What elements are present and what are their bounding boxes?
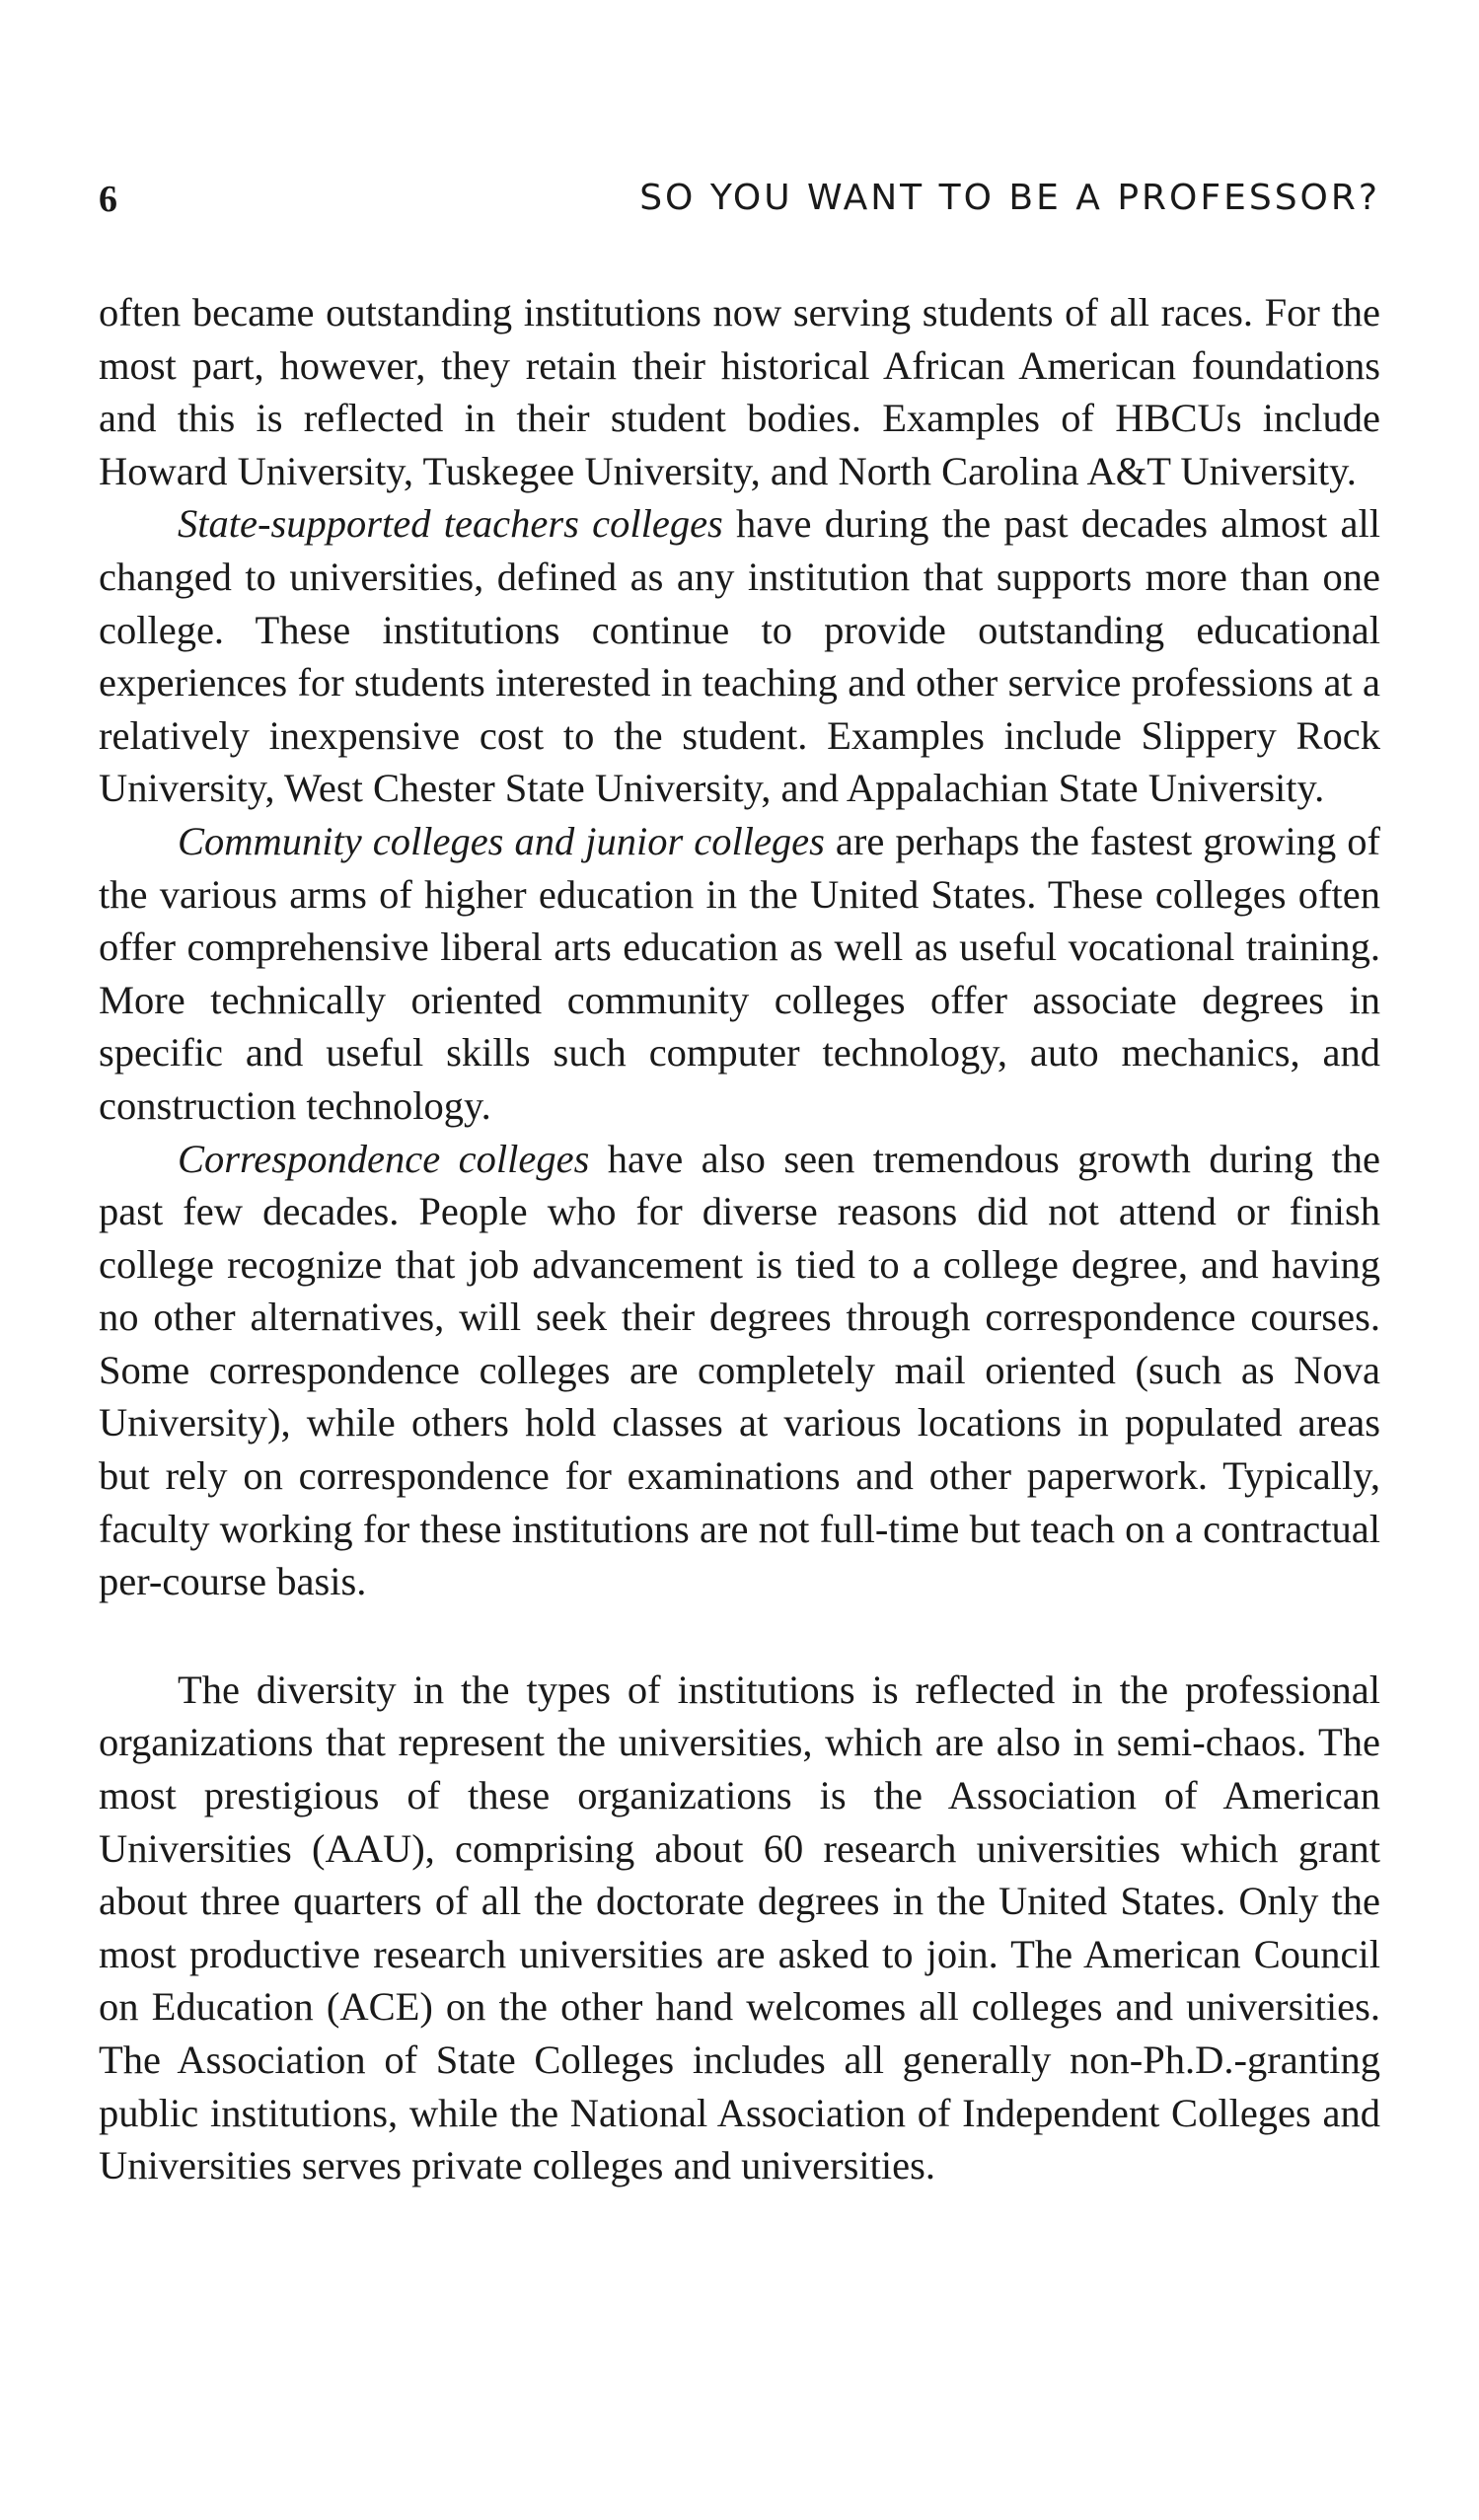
book-page xyxy=(99,178,1380,2192)
running-title: SO YOU WANT TO BE A PROFESSOR? xyxy=(639,178,1380,218)
running-head xyxy=(99,178,1380,237)
paragraph-teachers-colleges xyxy=(99,497,1380,815)
paragraph-text: have also seen tremendous growth during the past few decades. People who for diverse reasons did not attend or finish college recognize that job advancement is tied to a college degree, and having no other alternatives, will seek their degrees through correspondence courses. Some correspondence colleges are completely mail oriented (such as Nova University), while others hold classes at various locations in populated areas but rely on correspondence for examinations and other paperwork. Typically, faculty working for these institutions are not full-time but teach on a contractual per-course basis. xyxy=(99,1136,1381,1604)
body-text xyxy=(99,286,1380,2192)
page-number: 6 xyxy=(99,179,117,220)
term-correspondence-colleges: Correspondence colleges xyxy=(178,1136,590,1181)
paragraph-text: are perhaps the fastest growing of the various arms of higher education in the United States. These colleges often offer comprehensive liberal arts education as well as useful vocational training. More technically oriented community colleges offer associate degrees in specific and useful skills such computer technology, auto mechanics, and construction technology. xyxy=(99,818,1381,1128)
term-community-colleges: Community colleges and junior colleges xyxy=(178,818,825,863)
paragraph-community-colleges xyxy=(99,815,1380,1133)
paragraph-text: have during the past decades almost all changed to universities, defined as any institution that supports more than one college. These institutions continue to provide outstanding educational experiences for students interested in teaching and other service professions at a relatively inexpensive cost to the student. Examples include Slippery Rock University, West Chester State University, and Appalachian State University. xyxy=(99,501,1380,811)
paragraph-text: often became outstanding institutions now serving students of all races. For the most part, however, they retain their historical African American foundations and this is reflected in their student bodies. Examples of HBCUs include Howard University, Tuskegee University, and North Carolina A&T University. xyxy=(99,290,1380,493)
term-state-supported-teachers-colleges: State-supported teachers colleges xyxy=(178,501,723,547)
paragraph-professional-organizations xyxy=(99,1664,1380,2192)
paragraph-text: The diversity in the types of institutions is reflected in the professional organizations that represent the universities, which are also in semi-chaos. The most prestigious of these organizations is the Association of American Universities (AAU), comprising about 60 research universities which grant about three quarters of all the doctorate degrees in the United States. Only the most productive research universities are asked to join. The American Council on Education (ACE) on the other hand welcomes all colleges and universities. The Association of State Colleges includes all generally non-Ph.D.-granting public institutions, while the National Association of Independent Colleges and Universities serves private colleges and universities. xyxy=(99,1667,1380,2188)
paragraph-hbcu-continued xyxy=(99,286,1380,497)
paragraph-correspondence-colleges xyxy=(99,1133,1380,1608)
